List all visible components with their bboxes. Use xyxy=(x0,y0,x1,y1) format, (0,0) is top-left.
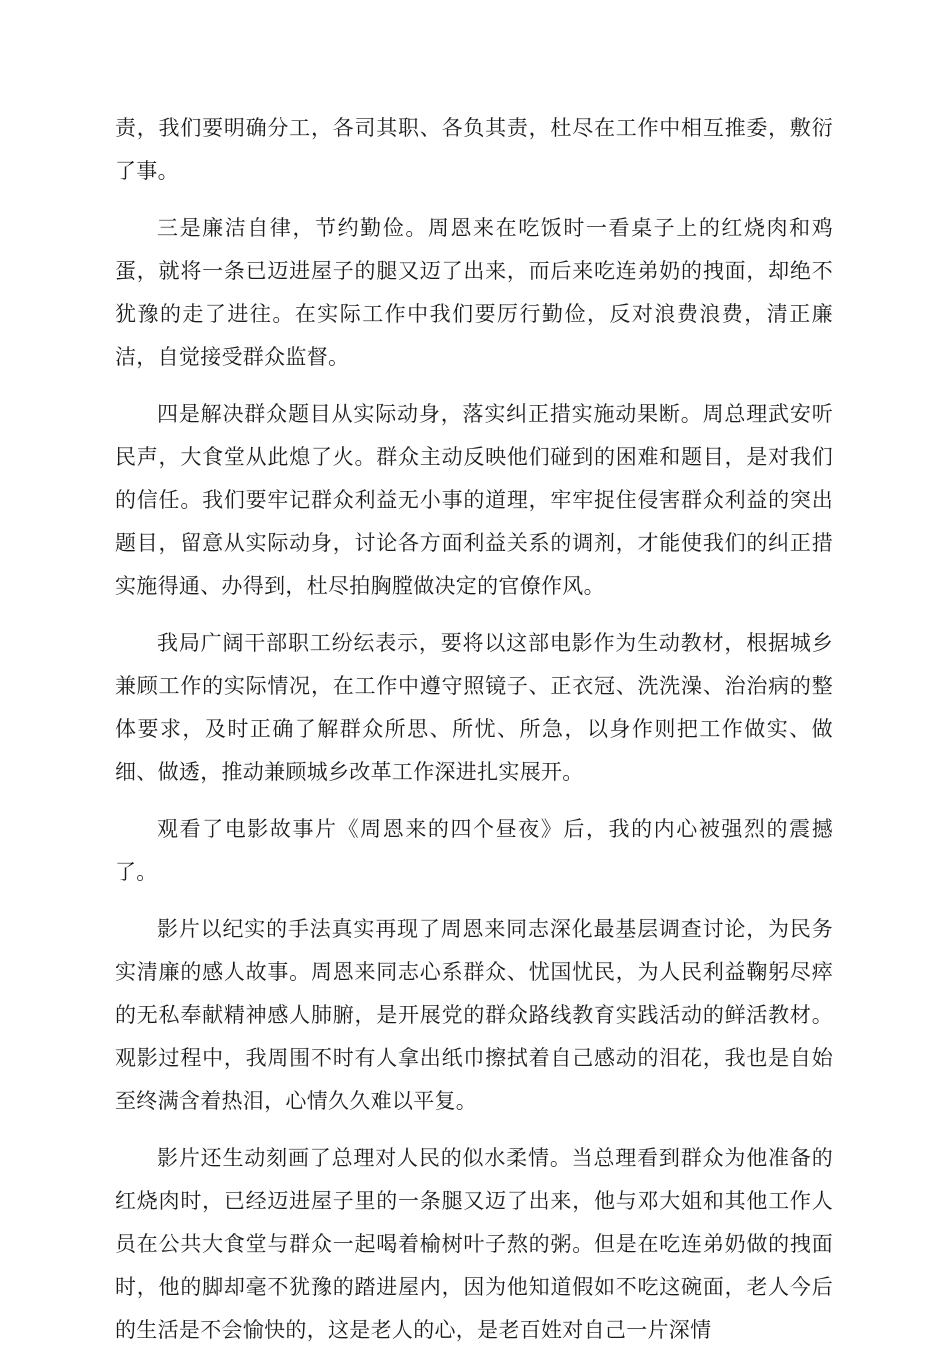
paragraph-solve-problems: 四是解决群众题目从实际动身，落实纠正措实施动果断。周总理武安听民声，大食堂从此熄了火。群众主动反映他们碰到的困难和题目，是对我们的信任。我们要牢记群众利益无小事的道理，牢牢捉住侵害群众利益的突出题目，留意从实际动身，讨论各方面利益关系的调剂，才能使我们的纠正措实施得通、办得到，杜尽拍胸膛做决定的官僚作风。 xyxy=(115,402,833,598)
paragraph-integrity: 三是廉洁自律，节约勤俭。周恩来在吃饭时一看桌子上的红烧肉和鸡蛋，就将一条已迈进屋子的腿又迈了出来，而后来吃连弟奶的拽面，却绝不犹豫的走了进往。在实际工作中我们要厉行勤俭，反对浪费浪费，清正廉洁，自觉接受群众监督。 xyxy=(115,216,833,369)
paragraph-continued: 责，我们要明确分工，各司其职、各负其责，杜尽在工作中相互推委，敷衍了事。 xyxy=(115,116,833,183)
paragraph-film-tenderness: 影片还生动刻画了总理对人民的似水柔情。当总理看到群众为他准备的红烧肉时，已经迈进屋子里的一条腿又迈了出来，他与邓大姐和其他工作人员在公共大食堂与群众一起喝着榆树叶子熬的粥。但是在吃连弟奶做的拽面时，他的脚却毫不犹豫的踏进屋内，因为他知道假如不吃这碗面，老人今后的生活是不会愉快的，这是老人的心，是老百姓对自己一片深情 xyxy=(115,1146,833,1342)
paragraph-after-viewing: 观看了电影故事片《周恩来的四个昼夜》后，我的内心被强烈的震撼了。 xyxy=(115,817,833,884)
paragraph-staff-statement: 我局广阔干部职工纷纭表示，要将以这部电影作为生动教材，根据城乡兼顾工作的实际情况，在工作中遵守照镜子、正衣冠、洗洗澡、治治病的整体要求，及时正确了解群众所思、所忧、所急，以身作则把工作做实、做细、做透，推动兼顾城乡改革工作深进扎实展开。 xyxy=(115,631,833,784)
paragraph-film-documentary: 影片以纪实的手法真实再现了周恩来同志深化最基层调查讨论，为民务实清廉的感人故事。周恩来同志心系群众、忧国忧民，为人民利益鞠躬尽瘁的无私奉献精神感人肺腑，是开展党的群众路线教育实践活动的鲜活教材。观影过程中，我周围不时有人拿出纸巾擦拭着自己感动的泪花，我也是自始至终满含着热泪，心情久久难以平复。 xyxy=(115,917,833,1113)
document-page xyxy=(115,107,833,1366)
